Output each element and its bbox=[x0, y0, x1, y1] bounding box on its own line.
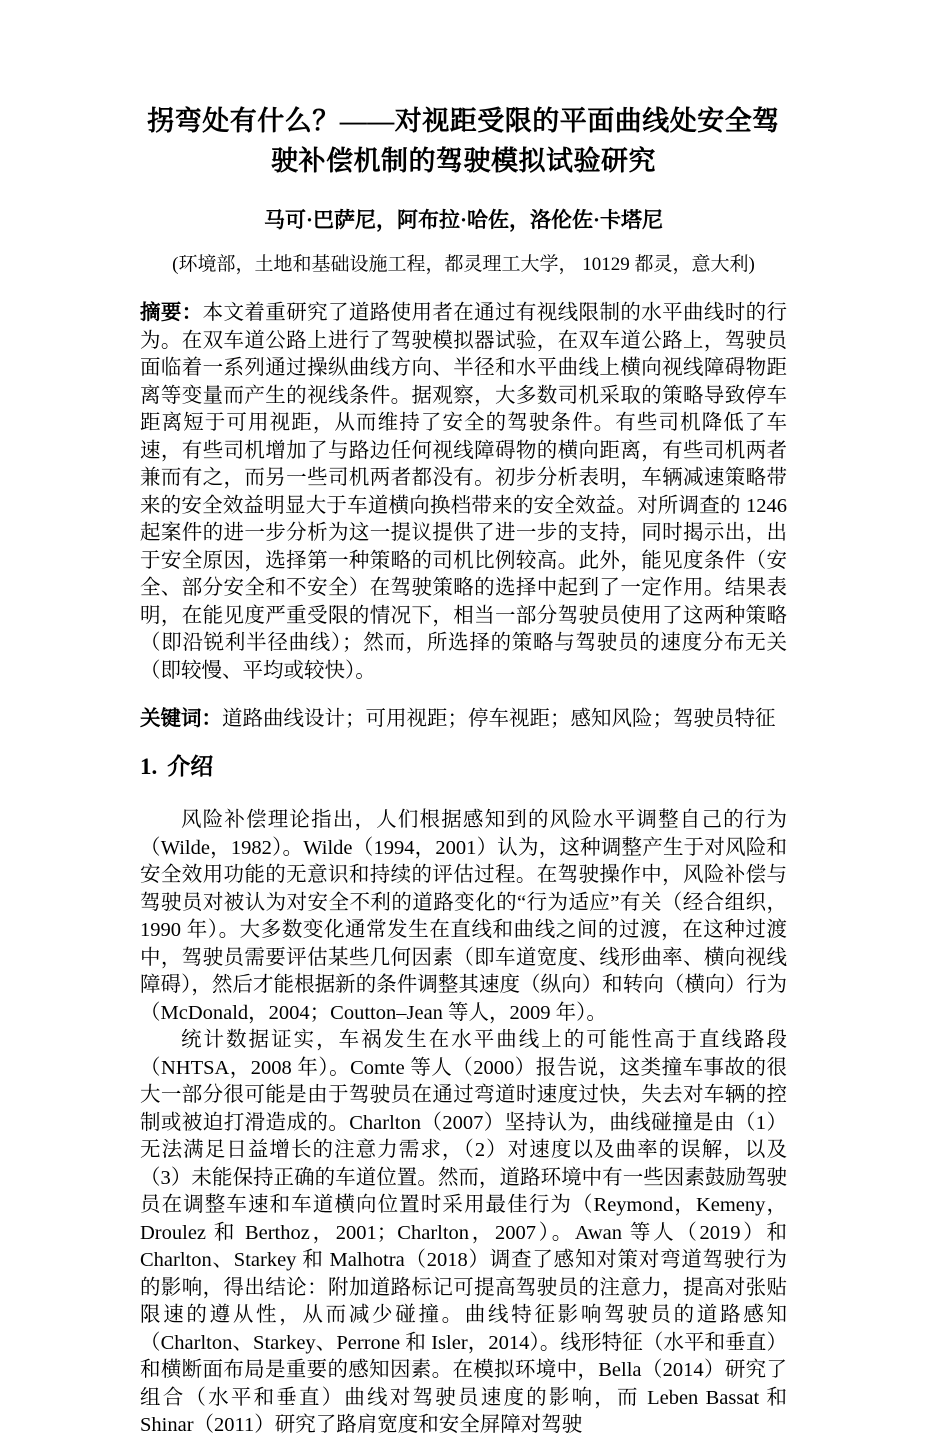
abstract-paragraph bbox=[140, 300, 787, 685]
keywords-label: 关键词： bbox=[140, 707, 222, 730]
abstract-label: 摘要： bbox=[140, 302, 203, 324]
intro-paragraph-2: 统计数据证实，车祸发生在水平曲线上的可能性高于直线路段（NHTSA，2008 年）。Comte 等人（2000）报告说，这类撞车事故的很大一部分很可能是由于驾驶员在通过弯道时速度过快，失去对车辆的控制或被迫打滑造成的。Charlton（2007）坚持认为，曲线碰撞是由（1）无法满足日益增长的注意力需求，（2）对速度以及曲率的误解，以及（3）未能保持正确的车道位置。然而，道路环境中有一些因素鼓励驾驶员在调整车速和车道横向位置时采用最佳行为（Reymond，Kemeny，Droulez 和 Berthoz，2001；Charlton，2007）。Awan 等人（2019）和 Charlton、Starkey 和 Malhotra（2018）调查了感知对策对弯道驾驶行为的影响，得出结论：附加道路标记可提高驾驶员的注意力，提高对张贴限速的遵从性，从而减少碰撞。曲线特征影响驾驶员的道路感知（Charlton、Starkey、Perrone 和 Isler，2014）。线形特征（水平和垂直）和横断面布局是重要的感知因素。在模拟环境中，Bella（2014）研究了组合（水平和垂直）曲线对驾驶员速度的影响，而 Leben Bassat 和 Shinar（2011）研究了路肩宽度和安全屏障对驾驶 bbox=[140, 1029, 787, 1436]
keywords-text: 道路曲线设计；可用视距；停车视距；感知风险；驾驶员特征 bbox=[222, 707, 776, 730]
keywords-line bbox=[140, 706, 787, 733]
section-title: 介绍 bbox=[167, 754, 214, 779]
section-number: 1. bbox=[140, 754, 158, 779]
affiliation-line: (环境部，土地和基础设施工程，都灵理工大学， 10129 都灵，意大利) bbox=[172, 254, 755, 275]
section-heading-introduction bbox=[140, 753, 787, 781]
intro-paragraph-1: 风险补偿理论指出，人们根据感知到的风险水平调整自己的行为（Wilde，1982）。Wilde（1994，2001）认为，这种调整产生于对风险和安全效用功能的无意识和持续的评估过程。在驾驶操作中，风险补偿与驾驶员对被认为对安全不利的道路变化的“行为适应”有关（经合组织，1990 年）。大多数变化通常发生在直线和曲线之间的过渡，在这种过渡中，驾驶员需要评估某些几何因素（即车道宽度、线形曲率、横向视线障碍），然后才能根据新的条件调整其速度（纵向）和转向（横向）行为（McDonald，2004；Coutton–Jean 等人，2009 年）。 bbox=[140, 809, 787, 1024]
abstract-text: 本文着重研究了道路使用者在通过有视线限制的水平曲线时的行为。在双车道公路上进行了驾驶模拟器试验，在双车道公路上，驾驶员面临着一系列通过操纵曲线方向、半径和水平曲线上横向视线障碍物距离等变量而产生的视线条件。据观察，大多数司机采取的策略导致停车距离短于可用视距，从而维持了安全的驾驶条件。有些司机降低了车速，有些司机增加了与路边任何视线障碍物的横向距离，有些司机两者兼而有之，而另一些司机两者都没有。初步分析表明，车辆减速策略带来的安全效益明显大于车道横向换档带来的安全效益。对所调查的 1246 起案件的进一步分析为这一提议提供了进一步的支持，同时揭示出，出于安全原因，选择第一种策略的司机比例较高。此外，能见度条件（安全、部分安全和不安全）在驾驶策略的选择中起到了一定作用。结果表明，在能见度严重受限的情况下，相当一部分驾驶员使用了这两种策略（即沿锐利半径曲线）；然而，所选择的策略与驾驶员的速度分布无关（即较慢、平均或较快）。 bbox=[140, 302, 788, 682]
page-title: 拐弯处有什么？——对视距受限的平面曲线处安全驾驶补偿机制的驾驶模拟试验研究 bbox=[147, 106, 780, 176]
authors-line: 马可·巴萨尼，阿布拉·哈佐，洛伦佐·卡塔尼 bbox=[263, 208, 663, 232]
